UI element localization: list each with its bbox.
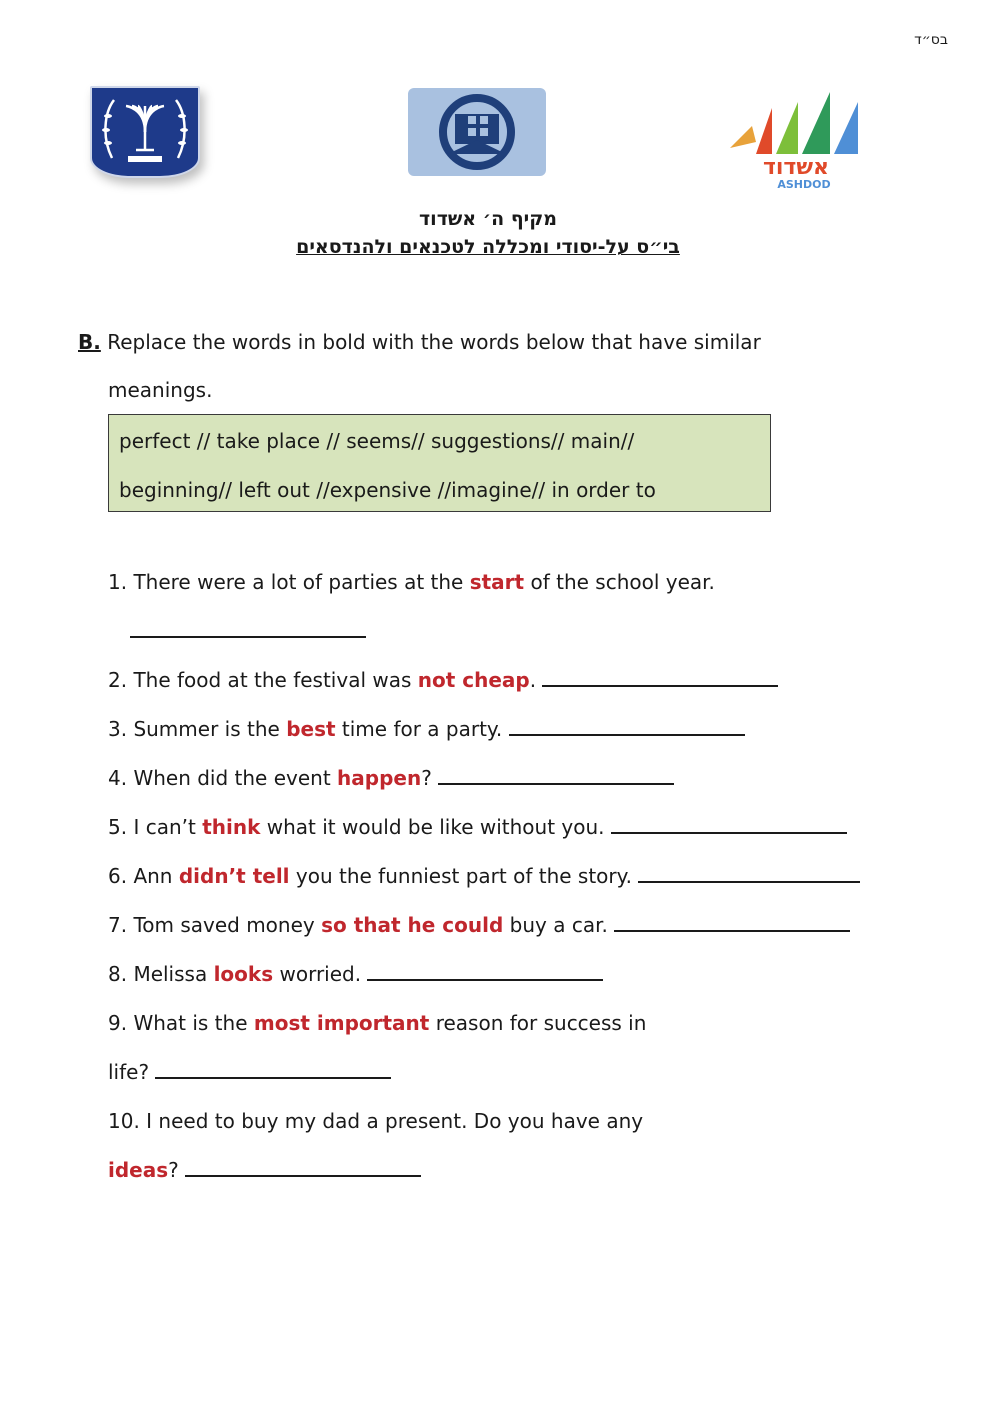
exercise-item-7 [108,901,988,950]
item-highlight: think [202,815,261,839]
item-text: time for a party. [335,717,509,741]
city-logo-hebrew-text: אשדוד [762,155,830,180]
item-highlight: ideas [108,1158,169,1182]
item-text: 5. I can’t [108,815,203,839]
israel-emblem-logo [90,86,200,178]
exercise-item-10 [108,1097,988,1146]
instruction-line-1: Replace the words in bold with the words below that have similar [100,330,761,354]
item-highlight: looks [213,962,274,986]
answer-blank-8[interactable] [367,959,603,981]
exercise-item-2 [108,656,988,705]
answer-blank-9[interactable] [155,1057,391,1079]
school-logo-icon [408,88,546,176]
word-bank [108,414,771,512]
item-highlight: best [286,717,336,741]
israel-menorah-emblem-icon [92,88,198,176]
item-text: . [529,668,543,692]
exercise-item-4 [108,754,988,803]
exercise-item-3 [108,705,988,754]
item-text: 6. Ann [108,864,179,888]
word-bank-line-2: beginning// left out //expensive //imagine// in order to [119,478,656,502]
item-text: 4. When did the event [108,766,338,790]
school-subtitle: בי״ס על-יסודי ומכללה לטכנאים ולהנדסאים [296,236,680,258]
school-name: מקיף ה׳ אשדוד [419,208,557,230]
ashdod-city-logo [726,88,862,190]
item-text: 9. What is the [108,1011,254,1035]
item-highlight: not cheap [417,668,530,692]
school-logo [408,88,546,176]
answer-blank-6[interactable] [638,861,860,883]
item-text: worried. [273,962,368,986]
answer-blank-10[interactable] [185,1155,421,1177]
item-text: 10. I need to buy my dad a present. Do you have any [108,1109,644,1133]
item-text: buy a car. [503,913,615,937]
answer-blank-1[interactable] [130,616,366,638]
item-highlight: happen [337,766,422,790]
item-text: 8. Melissa [108,962,214,986]
corner-mark: בס״ד [914,32,948,48]
item-text: 2. The food at the festival was [108,668,418,692]
item-highlight: didn’t tell [178,864,290,888]
item-text: what it would be like without you. [260,815,611,839]
exercise-instructions [78,318,878,414]
answer-blank-3[interactable] [509,714,745,736]
answer-row-1 [108,607,988,656]
item-text: life? [108,1060,156,1084]
item-text: reason for success in [429,1011,647,1035]
item-text: 3. Summer is the [108,717,287,741]
answer-blank-2[interactable] [542,665,778,687]
exercise-items [108,558,988,1195]
city-logo-english-text: ASHDOD [777,178,831,190]
exercise-item-1 [108,558,988,607]
word-bank-line-1: perfect // take place // seems// suggestions// main// [119,429,635,453]
item-highlight: start [469,570,525,594]
answer-blank-7[interactable] [614,910,850,932]
exercise-item-5 [108,803,988,852]
ashdod-city-logo-icon [726,88,862,190]
school-header [0,205,976,261]
answer-blank-4[interactable] [438,763,674,785]
item-text: 1. There were a lot of parties at the [108,570,470,594]
exercise-item-6 [108,852,988,901]
instruction-line-2: meanings. [108,378,213,402]
exercise-item-10-continued [108,1146,988,1195]
answer-blank-5[interactable] [611,812,847,834]
item-text: 7. Tom saved money [108,913,322,937]
exercise-item-9-continued [108,1048,988,1097]
item-text: you the funniest part of the story. [289,864,639,888]
item-highlight: so that he could [321,913,504,937]
item-text: ? [168,1158,186,1182]
exercise-item-9 [108,999,988,1048]
exercise-label: B. [78,330,101,354]
item-text: ? [421,766,439,790]
item-text: of the school year. [524,570,715,594]
item-highlight: most important [253,1011,430,1035]
exercise-item-8 [108,950,988,999]
